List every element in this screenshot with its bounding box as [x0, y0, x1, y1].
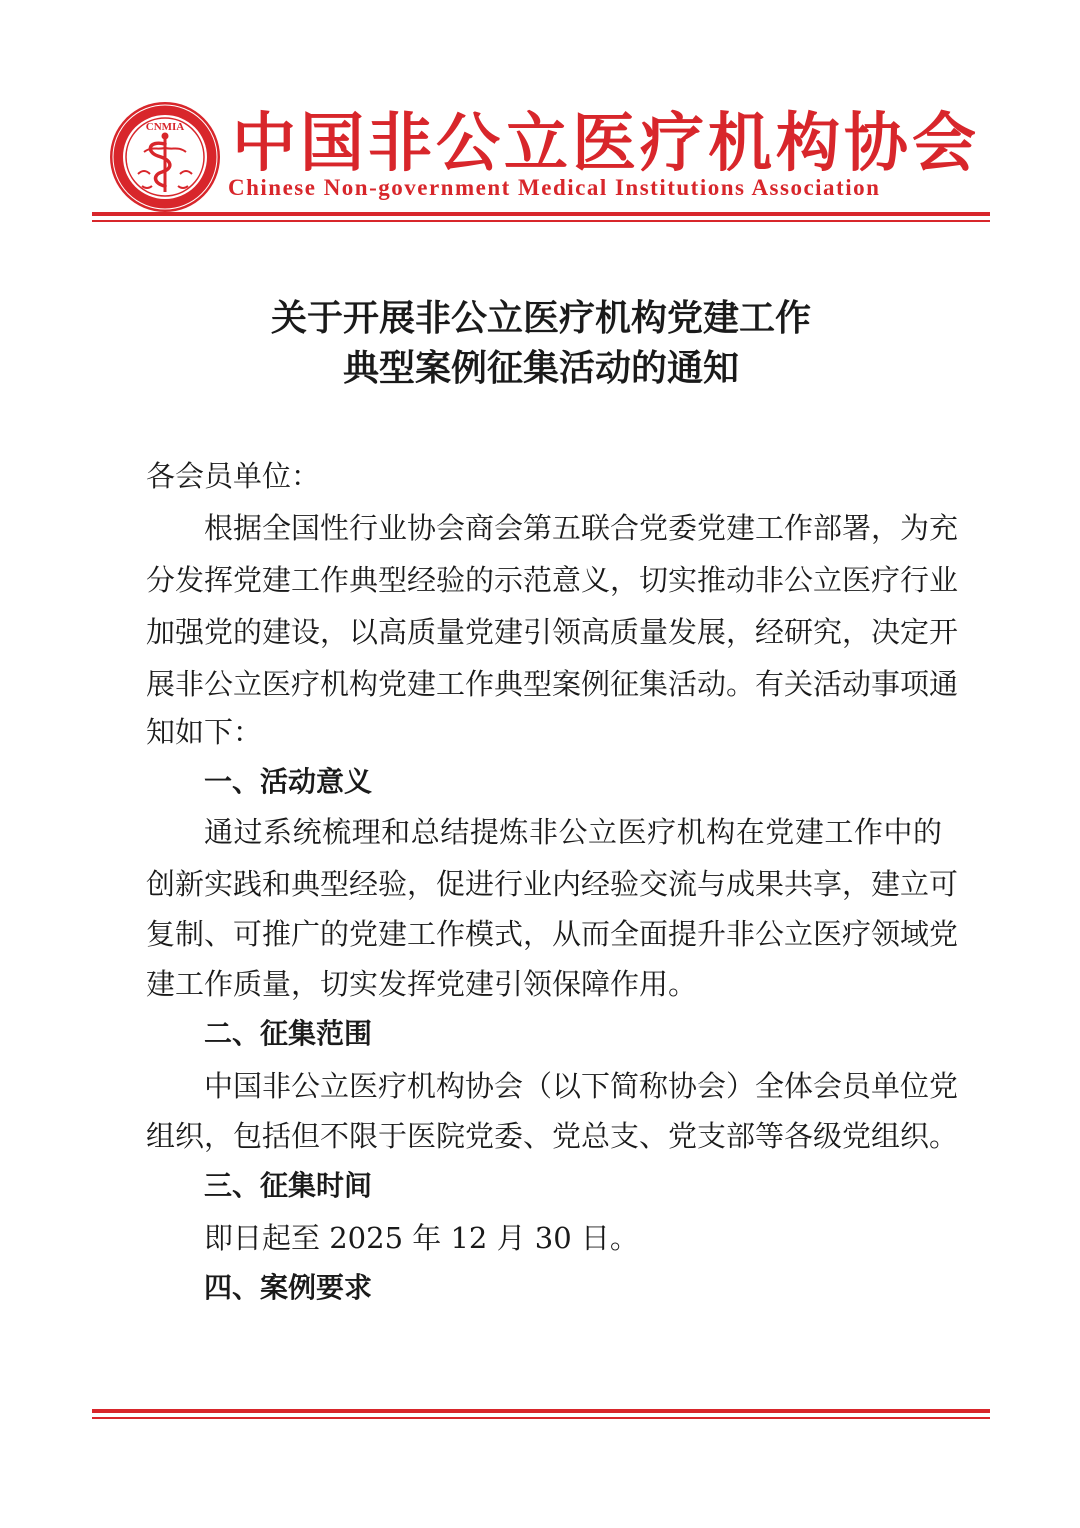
intro-line-1: 根据全国性行业协会商会第五联合党委党建工作部署，为充: [204, 511, 959, 545]
section2-paragraph-line: [204, 1060, 959, 1112]
intro-line-2: 分发挥党建工作典型经验的示范意义，切实推动非公立医疗行业: [146, 563, 959, 597]
section1-line-4: 建工作质量，切实发挥党建引领保障作用。: [146, 967, 698, 1001]
section1-line-2: 创新实践和典型经验，促进行业内经验交流与成果共享，建立可: [146, 867, 959, 901]
seal-abbrev: CNMIA: [145, 121, 185, 133]
caduceus-seal-icon: [108, 100, 222, 214]
intro-paragraph-line: [146, 554, 959, 606]
org-name-english: Chinese Non-government Medical Institutions Association: [228, 175, 881, 200]
intro-paragraph-line: [204, 502, 959, 554]
section1-paragraph-line: [146, 858, 959, 910]
section-heading-significance: 一、活动意义: [204, 765, 373, 798]
section1-line-3: 复制、可推广的党建工作模式，从而全面提升非公立医疗领域党: [146, 917, 959, 951]
section-heading-timeframe: 三、征集时间: [204, 1169, 373, 1202]
document-title-line-2: 典型案例征集活动的通知: [342, 348, 739, 389]
intro-line-4: 展非公立医疗机构党建工作典型案例征集活动。有关活动事项通: [146, 667, 959, 701]
letterhead-divider-thin: [92, 220, 990, 222]
section2-paragraph-line: [146, 1110, 959, 1162]
salutation: 各会员单位：: [146, 459, 321, 493]
footer-divider-thin: [92, 1417, 990, 1419]
intro-line-5: 知如下：: [146, 715, 263, 749]
section2-line-2: 组织，包括但不限于医院党委、党总支、党支部等各级党组织。: [146, 1119, 959, 1153]
section-heading-scope: 二、征集范围: [204, 1017, 373, 1050]
section2-line-1: 中国非公立医疗机构协会（以下简称协会）全体会员单位党: [204, 1069, 959, 1103]
section-heading-requirements: 四、案例要求: [204, 1271, 373, 1304]
footer-divider-thick: [92, 1409, 990, 1413]
letterhead: [0, 0, 1080, 230]
letterhead-divider-thick: [92, 212, 990, 216]
section3-line-1: 即日起至 2025 年 12 月 30 日。: [204, 1221, 639, 1255]
document-title-line-1: 关于开展非公立医疗机构党建工作: [270, 298, 811, 339]
intro-line-3: 加强党的建设，以高质量党建引领高质量发展，经研究，决定开: [146, 615, 959, 649]
intro-paragraph-line: [146, 606, 959, 658]
section1-paragraph-line: [204, 806, 942, 858]
section1-paragraph-line: [146, 908, 959, 960]
org-name-chinese: 中国非公立医疗机构协会: [232, 107, 980, 181]
intro-paragraph-line: [146, 658, 959, 710]
section1-line-1: 通过系统梳理和总结提炼非公立医疗机构在党建工作中的: [204, 815, 942, 849]
